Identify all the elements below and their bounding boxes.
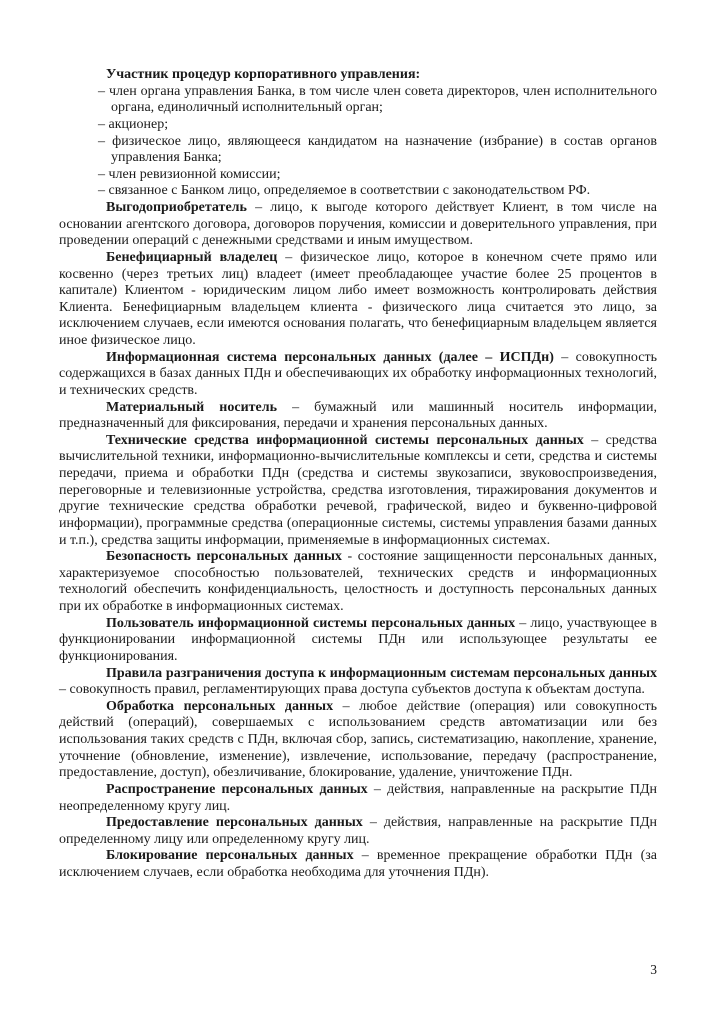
definition-text: – лицо, участвующее в функционировании информационной системы ПДн или использующее результаты ее функционирования.: [59, 615, 658, 664]
text-block: [59, 67, 657, 882]
definition-paragraph: [59, 400, 657, 433]
definition-text: – действия, направленные на раскрытие ПДн неопределенному кругу лиц.: [59, 781, 657, 814]
definition-paragraph: [59, 782, 657, 815]
heading-text: Участник процедур корпоративного управления:: [106, 67, 421, 82]
page-number: 3: [650, 962, 657, 977]
definition-paragraph: [59, 350, 657, 400]
definition-text: – действия, направленные на раскрытие ПДн определенному лицу или определенному кругу лиц.: [59, 815, 657, 847]
definition-paragraph: [59, 848, 657, 881]
definition-term: Пользователь информационной системы персональных данных: [106, 615, 516, 631]
definition-text: – средства вычислительной техники, информационно-вычислительные комплексы и сети, средства и системы передачи, приема и обработки ПДн (средства и системы звукозаписи, звуковоспроизведения, переговорные и телевизионные устройства, средства изготовления, тиражирования документов и другие технические средства обработки речевой, графической, видео и буквенно-цифровой информации), программные средства (операционные системы, системы управления базами данных и т.п.), средства защиты информации, применяемые в информационных системах.: [59, 432, 658, 548]
definition-text: – совокупность правил, регламентирующих права доступа субъектов доступа к объектам доступа.: [59, 682, 645, 698]
definition-paragraph: [59, 815, 657, 848]
definition-term: Предоставление персональных данных: [106, 815, 363, 831]
bullet-item: – физическое лицо, являющееся кандидатом на назначение (избрание) в состав органов управления Банка;: [98, 133, 657, 166]
definition-term: Выгодоприобретатель: [106, 200, 247, 215]
bullet-item: – член органа управления Банка, в том числе член совета директоров, член исполнительного органа, единоличный исполнительный орган;: [98, 83, 657, 116]
definition-term: Правила разграничения доступа к информационным системам персональных данных: [106, 665, 657, 681]
definition-paragraph: [59, 200, 657, 250]
definition-text: – совокупность содержащихся в базах данных ПДн и обеспечивающих их обработку информационных технологий, и технических средств.: [59, 349, 657, 398]
definition-paragraph: [59, 433, 657, 549]
document-heading: [59, 67, 657, 84]
definition-term: Обработка персональных данных: [106, 698, 334, 714]
definition-term: Безопасность персональных данных: [106, 549, 342, 565]
definition-term: Распространение персональных данных: [106, 781, 368, 797]
definition-text: – физическое лицо, которое в конечном счете прямо или косвенно (через третьих лиц) владеет (имеет преобладающее участие более 25 процентов в капитале) Клиентом - юридическим лицом либо имеет возможность контролировать действия Клиента. Бенефициарным владельцем клиента - физического лица считается это лицо, за исключением случаев, если имеются основания полагать, что бенефициарным владельцем является иное физическое лицо.: [59, 249, 657, 348]
definition-paragraph: [59, 616, 657, 666]
definition-text: – временное прекращение обработки ПДн (за исключением случаев, если обработка необходима для уточнения ПДн).: [59, 848, 657, 880]
definition-term: Материальный носитель: [106, 399, 277, 415]
definition-term: Информационная система персональных данных (далее – ИСПДн): [106, 349, 554, 365]
bullet-item: – член ревизионной комиссии;: [98, 166, 281, 182]
bullet-item: – акционер;: [98, 116, 169, 132]
definition-paragraph: [59, 699, 657, 782]
bullet-item: – связанное с Банком лицо, определяемое в соответствии с законодательством РФ.: [98, 183, 591, 199]
definition-text: – любое действие (операция) или совокупность действий (операций), совершаемых с использованием средств автоматизации или без использования таких средств с ПДн, включая сбор, запись, систематизацию, накопление, хранение, уточнение (обновление, изменение), извлечение, использование, передачу (распространение, предоставление, доступ), обезличивание, блокирование, удаление, уничтожение ПДн.: [59, 698, 657, 781]
definition-text: – бумажный или машинный носитель информации, предназначенный для фиксирования, передачи и хранения персональных данных.: [59, 399, 657, 432]
definition-paragraph: [59, 549, 657, 616]
definition-text: – лицо, к выгоде которого действует Клиент, в том числе на основании агентского договора, договоров поручения, комиссии и доверительного управления, при проведении операций с денежными средствами и иным имуществом.: [59, 200, 657, 249]
definition-text: - состояние защищенности персональных данных, характеризуемое способностью пользователей, технических средств и информационных технологий обеспечить конфиденциальность, целостность и доступность персональных данных при их обработке в информационных системах.: [59, 549, 657, 614]
definition-term: Технические средства информационной системы персональных данных: [106, 432, 584, 448]
definition-paragraph: [59, 250, 657, 350]
definition-paragraph: [59, 666, 657, 699]
definition-term: Блокирование персональных данных: [106, 848, 354, 864]
definition-term: Бенефициарный владелец: [106, 249, 278, 265]
